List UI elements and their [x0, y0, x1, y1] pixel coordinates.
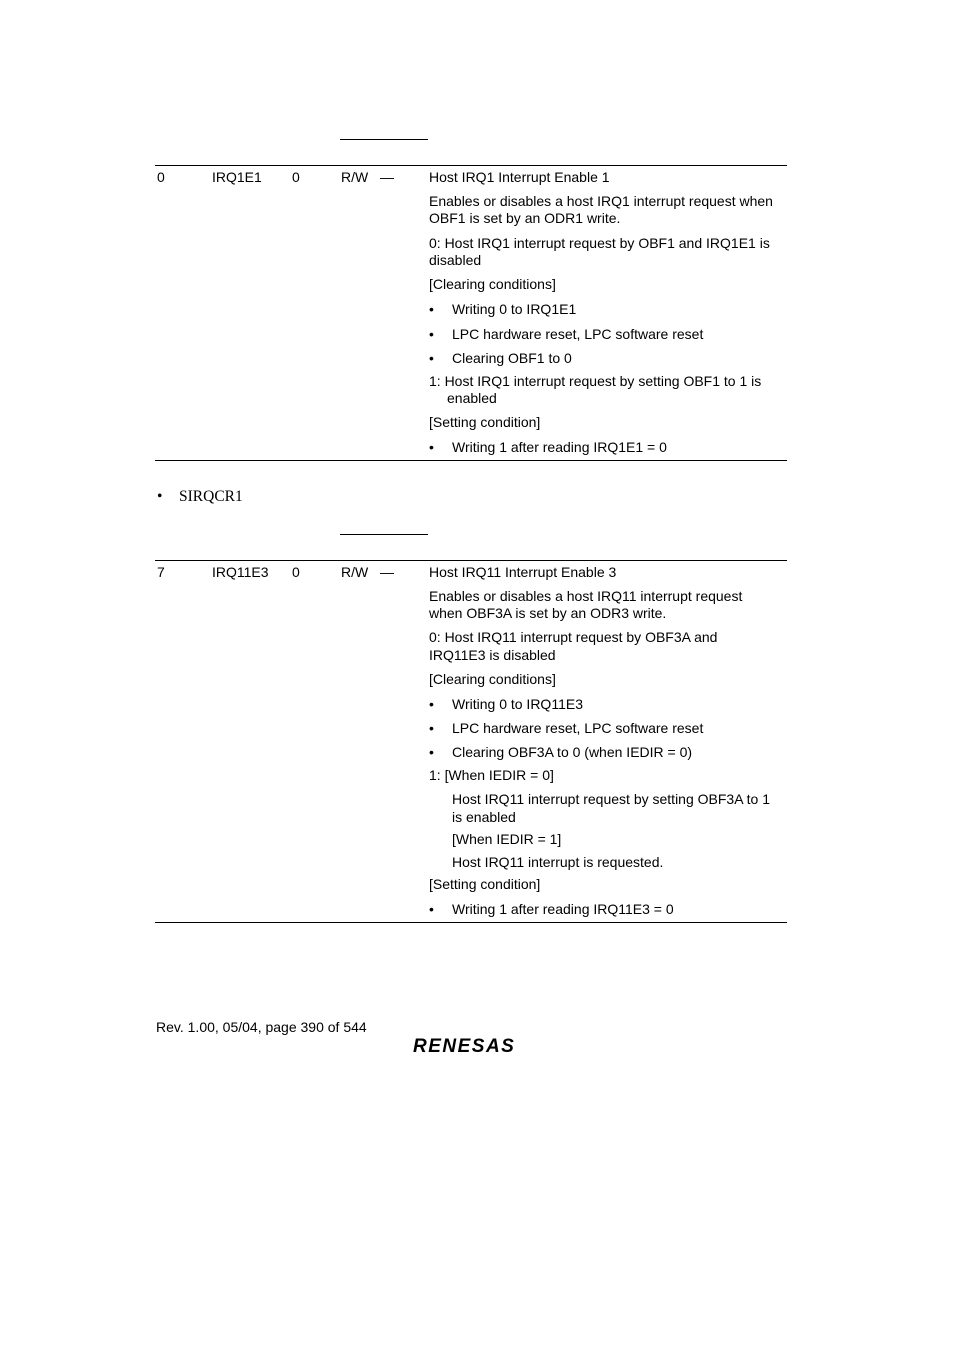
value-one-subheading: [When IEDIR = 1] — [452, 831, 562, 847]
value-one-text: Host IRQ11 interrupt request by setting OBF3A to 1 — [452, 791, 771, 807]
setting-heading: [Setting condition] — [429, 414, 541, 430]
header-rule-fragment — [340, 534, 428, 535]
read-write: R/W — [341, 564, 369, 580]
value-zero-text: 0: Host IRQ11 interrupt request by OBF3A and — [429, 629, 718, 645]
description-title: Host IRQ11 Interrupt Enable 3 — [429, 564, 617, 580]
description-text: Enables or disables a host IRQ1 interrupt request when — [429, 193, 773, 209]
value-one-text: is enabled — [452, 809, 516, 825]
renesas-logo: RENESAS — [413, 1036, 516, 1057]
description-text: Enables or disables a host IRQ11 interrupt request — [429, 588, 743, 604]
value-one-heading: 1: [When IEDIR = 0] — [429, 767, 554, 783]
dash-cell: — — [380, 564, 394, 580]
description-text: when OBF3A is set by an ODR3 write. — [429, 605, 667, 621]
value-one-text: Host IRQ11 interrupt is requested. — [452, 854, 664, 870]
description-text: OBF1 is set by an ODR1 write. — [429, 210, 621, 226]
table-bottom-rule — [155, 922, 787, 923]
value-zero-text: disabled — [429, 252, 482, 268]
clearing-heading: [Clearing conditions] — [429, 276, 556, 292]
bit-name: IRQ1E1 — [212, 169, 262, 185]
read-write: R/W — [341, 169, 369, 185]
setting-heading: [Setting condition] — [429, 876, 541, 892]
value-one-text: 1: Host IRQ1 interrupt request by setting OBF1 to 1 is — [429, 373, 762, 389]
document-page: 0 IRQ1E1 0 R/W — Host IRQ1 Interrupt Enable 1 Enables or disables a host IRQ1 interrupt request when OBF1 is set by an ODR1 write. 0: Host IRQ1 interrupt request by OBF1 and IRQ1E1 is disabled [Clearing conditions] • Writing 0 to IRQ1E1 • LPC hardware reset, LPC software reset • Clearing OBF1 to 0 1: Host IRQ1 interrupt request by setting OBF1 to 1 is enabled [Setting condition] • Writing 1 after reading IRQ1E1 = 0 • SIRQCR1 7 IRQ11E3 0 R/W — Host IRQ11 Interrupt Enable 3 Enables or disables a host IRQ11 interrupt request when OBF3A is set by an ODR3 write. 0: Host IRQ11 interrupt request by OBF3A and IRQ11E3 is disabled [Clearing conditions] • Writing 0 to IRQ11E3 • LPC hardware reset, LPC software reset • Clearing OBF3A to 0 (when IEDIR = 0) 1: [When IEDIR = 0] Host IRQ11 interrupt request by setting OBF3A to 1 is enabled [When IEDIR = 1] Host IRQ11 interrupt is requested. [Setting condition] • Writing 1 after reading IRQ11E3 = 0 Rev. 1.00, 05/04, page 390 of 544 RENESAS — [0, 0, 954, 1351]
value-zero-text: 0: Host IRQ1 interrupt request by OBF1 and IRQ1E1 is — [429, 235, 770, 251]
clearing-heading: [Clearing conditions] — [429, 671, 556, 687]
bit-name: IRQ11E3 — [212, 564, 269, 580]
page-footer-revision: Rev. 1.00, 05/04, page 390 of 544 — [156, 1019, 367, 1035]
section-heading: SIRQCR1 — [179, 488, 243, 505]
dash-cell: — — [380, 169, 394, 185]
table-top-rule — [155, 560, 787, 561]
initial-value: 0 — [292, 564, 300, 580]
value-one-text: enabled — [447, 390, 497, 406]
header-rule-fragment — [340, 139, 428, 140]
value-zero-text: IRQ11E3 is disabled — [429, 647, 556, 663]
description-title: Host IRQ1 Interrupt Enable 1 — [429, 169, 610, 185]
table-top-rule — [155, 165, 787, 166]
bit-number: 7 — [157, 564, 165, 580]
table-bottom-rule — [155, 460, 787, 461]
section-bullet: • — [157, 488, 163, 505]
bit-number: 0 — [157, 169, 165, 185]
initial-value: 0 — [292, 169, 300, 185]
